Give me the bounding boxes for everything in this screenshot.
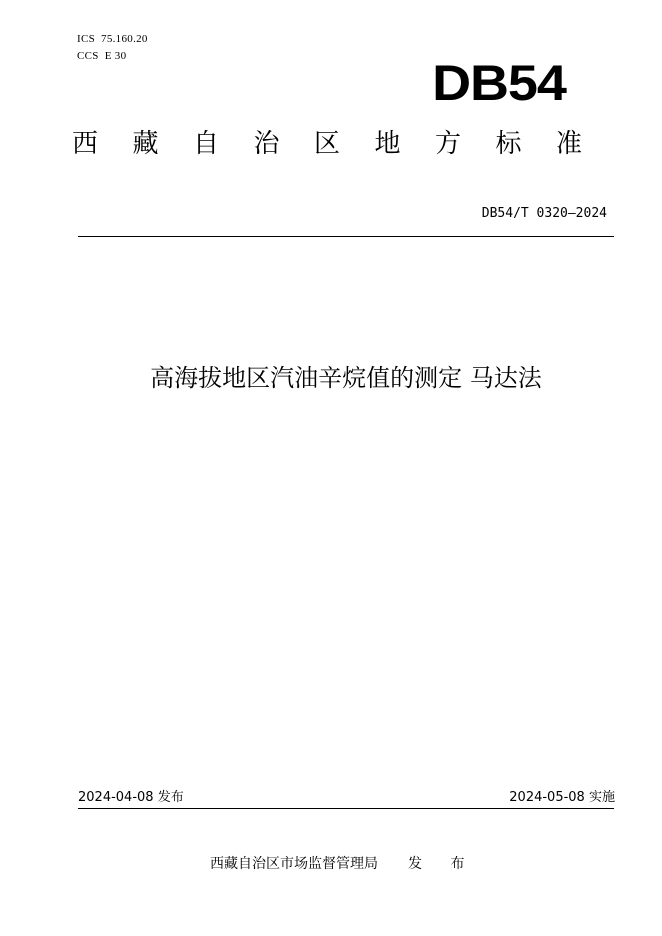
- issuer-name: 西藏自治区市场监督管理局: [210, 856, 378, 872]
- implementation-date: 2024-05-08: [509, 790, 585, 805]
- standard-type-heading: 西 藏 自 治 区 地 方 标 准: [72, 129, 582, 159]
- ccs-code: [77, 50, 126, 63]
- release-label: 发布: [157, 790, 184, 805]
- implementation-date-line: [509, 790, 615, 806]
- document-title: 高海拔地区汽油辛烷值的测定 马达法: [150, 364, 542, 392]
- implementation-label: 实施: [588, 790, 615, 805]
- release-date: 2024-04-08: [78, 790, 154, 805]
- ics-label: ICS: [77, 33, 96, 45]
- release-date-line: [78, 790, 184, 806]
- standard-number: DB54/T 0320—2024: [481, 206, 607, 221]
- top-divider: [78, 236, 614, 237]
- db54-logo: DB54: [432, 55, 566, 111]
- issuer-action: 发 布: [408, 856, 477, 872]
- ccs-label: CCS: [77, 50, 99, 62]
- ics-value: 75.160.20: [101, 33, 148, 45]
- bottom-divider: [78, 808, 614, 809]
- issuer-line: [210, 855, 476, 873]
- ics-code: [77, 33, 148, 46]
- ccs-value: E 30: [104, 50, 127, 62]
